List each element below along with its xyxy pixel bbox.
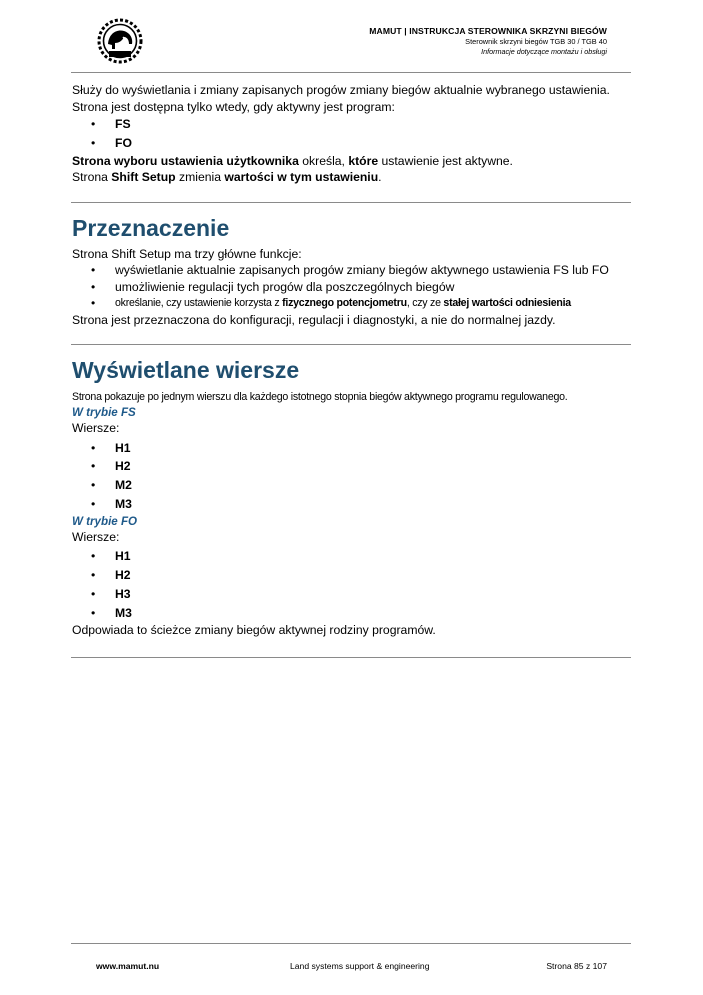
list-item: • FO xyxy=(72,134,632,153)
section-heading-rows: Wyświetlane wiersze xyxy=(72,357,300,384)
section-divider xyxy=(71,344,631,345)
list-item: • M3 xyxy=(72,604,632,623)
fo-rows-list xyxy=(72,547,632,622)
list-item: • FS xyxy=(72,115,632,134)
list-item: • M3 xyxy=(72,495,632,514)
rows-closing: Odpowiada to ścieżce zmiany biegów aktywnej rodziny programów. xyxy=(72,623,436,638)
list-item: • H1 xyxy=(72,547,632,566)
header-subtitle: Sterownik skrzyni biegów TGB 30 / TGB 40 xyxy=(465,37,607,46)
list-item: • H2 xyxy=(72,457,632,476)
program-list xyxy=(72,115,632,153)
list-item: • H3 xyxy=(72,585,632,604)
header-title: MAMUT | INSTRUKCJA STEROWNIKA SKRZYNI BIEGÓW xyxy=(369,26,607,36)
footer-tagline: Land systems support & engineering xyxy=(290,961,430,971)
list-item: • umożliwienie regulacji tych progów dla poszczególnych biegów xyxy=(72,279,632,296)
intro-line-3: Strona wyboru ustawienia użytkownika określa, które ustawienie jest aktywne. xyxy=(72,153,513,168)
page-content xyxy=(72,82,632,658)
mamut-logo xyxy=(95,18,145,64)
intro-line-1: Służy do wyświetlania i zmiany zapisanych progów zmiany biegów aktualnie wybranego ustawienia. xyxy=(72,83,610,97)
fs-rows-list xyxy=(72,439,632,514)
list-item: • M2 xyxy=(72,476,632,495)
list-item: • określanie, czy ustawienie korzysta z fizycznego potencjometru, czy ze stałej wartości odniesienia xyxy=(72,295,632,312)
fs-mode-title: W trybie FS xyxy=(72,406,136,420)
purpose-lead: Strona Shift Setup ma trzy główne funkcje: xyxy=(72,246,302,261)
footer-page-number: Strona 85 z 107 xyxy=(546,961,607,971)
intro-line-2: Strona jest dostępna tylko wtedy, gdy aktywny jest program: xyxy=(72,99,395,114)
list-item: • wyświetlanie aktualnie zapisanych progów zmiany biegów aktywnego ustawienia FS lub FO xyxy=(72,262,632,279)
page-header xyxy=(369,25,607,57)
list-item: • H1 xyxy=(72,439,632,458)
fo-rows-label: Wiersze: xyxy=(72,529,120,544)
fs-rows-label: Wiersze: xyxy=(72,421,120,436)
section-heading-purpose: Przeznaczenie xyxy=(72,214,230,241)
fo-mode-title: W trybie FO xyxy=(72,514,138,528)
purpose-list xyxy=(72,262,632,312)
list-item: • H2 xyxy=(72,566,632,585)
section-divider xyxy=(71,202,631,203)
header-divider xyxy=(71,72,631,73)
section-divider xyxy=(71,657,631,658)
header-note: Informacje dotyczące montażu i obsługi xyxy=(481,47,607,56)
intro-line-4: Strona Shift Setup zmienia wartości w tym ustawieniu. xyxy=(72,170,382,185)
purpose-closing: Strona jest przeznaczona do konfiguracji, regulacji i diagnostyki, a nie do normalnej jazdy. xyxy=(72,312,556,327)
footer-divider xyxy=(71,943,631,944)
rows-lead: Strona pokazuje po jednym wierszu dla każdego istotnego stopnia biegów aktywnego programu regulowanego. xyxy=(72,391,568,404)
footer-website-link[interactable]: www.mamut.nu xyxy=(96,961,160,971)
